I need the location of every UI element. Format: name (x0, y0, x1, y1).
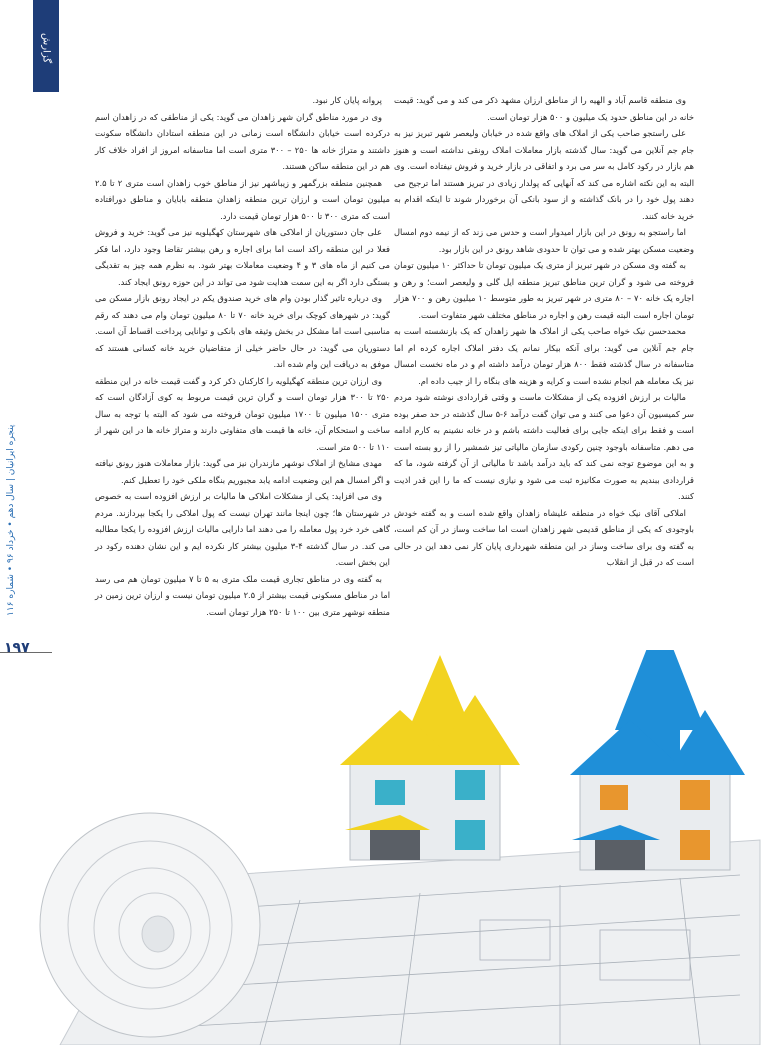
paragraph: وی در مورد مناطق گران شهر زاهدان می گوید: یکی از مناطقی که در زاهدان اسم درکرده است خیابان دانشگاه است زمانی در این منطقه استادان دانشگاه سکونت داشتند و متراژ خانه ها ۲۵۰ – ۳۰۰ متری است اما متاسفانه امروز از افراد خلاف کار هم در این منطقه ساکن هستند. (95, 111, 390, 171)
article-column-left (95, 92, 390, 620)
paragraph: وی می افزاید: یکی از مشکلات املاکی ها مالیات بر ارزش افزوده است به خصوص در شهرستان ها؛ چون اینجا مانند تهران نیست که پول املاکی را یکجا بپردازند. مردم گاهی خرد خرد پول معامله را می دهند اما دارایی مالیات ارزش افزوده را یکجا مطالبه می کند. در سال گذشته ۴-۳ میلیون بیشتر کار نکرده ایم و این نشان دهنده رکود در این بخش است. (95, 491, 390, 567)
paragraph: علی جان دستوریان از املاکی های شهرستان کهگیلویه نیز می گوید: خرید و فروش فعلا در این منطقه راکد است اما برای اجاره و رهن بیشتر تقاضا وجود دارد، اما فکر می کنیم از ماه های ۳ و ۴ وضعیت معاملات بهتر شود. به نظرم همه چیز به تقدیگی بستگی دارد اگر به این سمت هدایت شود می تواند در این حوزه رونق ایجاد کند. (95, 227, 390, 287)
section-tab-label: گزارش (40, 32, 52, 64)
paragraph: پروانه پایان کار نبود. (312, 95, 382, 105)
paragraph: مالیات بر ارزش افزوده یکی از مشکلات ماست و وقتی قراردادی نوشته شود مردم سر کمیسیون آن دعوا می کنند و می توان گفت درآمد ۶-۵ سال گذشته در حد صفر بوده است و فقط برای اینکه جایی برای فعالیت داشته باشم و در خانه نشینم به کارم ادامه می دهم. متاسفانه باوجود چنین رکودی سازمان مالیاتی تیز شمشیر را از رو بسته است و به این موضوع توجه نمی کند که باید درآمد باشد تا مالیاتی از آن گرفته شود، ما که قراردادی ببندیم به صورت مکانیزه ثبت می شود و نیازی نیست که ما را این قدر اذیت کنند. (394, 392, 695, 501)
issue-info: پنجره ایرانیان | سال دهم • خرداد ۹۶ • شماره ۱۱۶ (6, 424, 16, 616)
paragraph: مهدی مشایخ از املاک نوشهر مازندران نیز می گوید: بازار معاملات هنوز رونق نیافته و اگر امسال هم این وضعیت ادامه یابد مجبوریم بنگاه ملکی خود را تعطیل کنم. (95, 458, 390, 485)
paragraph: اما راستجو به رونق در این بازار امیدوار است و حدس می زند که از نیمه دوم امسال وضعیت مسکن بهتر شده و می توان تا حدودی شاهد رونق در این بازار بود. (394, 227, 694, 254)
paragraph: به گفته وی مسکن در شهر تبریز از متری یک میلیون تومان تا حداکثر ۱۰ میلیون تومان فروخته می شود و گران ترین مناطق تبریز منطقه ایل گلی و ولیعصر است؛ و رهن و اجاره یک خانه ۷۰ – ۸۰ متری در شهر تبریز به طور متوسط ۱۰ میلیون رهن و ۷۰۰ هزار تومان اجاره است البته قیمت رهن و اجاره در مناطق مختلف شهر متفاوت است. (394, 260, 694, 320)
article-column-right (394, 92, 694, 571)
paragraph: وی درباره تاثیر گذار بودن وام های خرید صندوق یکم در ایجاد رونق بازار مسکن می گوید: در شهرهای کوچک برای خرید خانه ۷۰ تا ۸۰ میلیون تومان وام می دهند که رقم مناسبی است اما مشکل در بخش وثیقه های بانکی و توانایی پرداخت اقساط آن است. دستوریان می گوید: در حال حاضر خیلی از متقاضیان خرید خانه کسانی هستند که موفق به دریافت این وام شده اند. (95, 293, 390, 369)
paragraph: همچنین منطقه بزرگمهر و زیباشهر نیز از مناطق خوب زاهدان است متری ۲ تا ۲.۵ میلیون تومان است و ارزان ترین منطقه زاهدان منطقه بابایان و مناطق دورافتاده است که متری ۳۰۰ تا ۵۰۰ هزار تومان قیمت دارد. (95, 177, 390, 221)
paragraph: محمدحسن نیک خواه صاحب یکی از املاک ها شهر زاهدان که یک بازنشسته است به جام جم آنلاین می گوید: برای آنکه بیکار نمانم یک دفتر املاک اجاره کرده ام اما متاسفانه در سال گذشته فقط ۸۰۰ هزار تومان درآمد داشته ام و در ماه نخست امسال نیز یک معامله هم انجام نشده است و کرایه و هزینه های بنگاه را از جیب داده ام. (394, 326, 694, 386)
page-number: ۱۹۷ (4, 640, 30, 656)
houses-on-blueprint-illustration (0, 650, 762, 1045)
paragraph: وی منطقه قاسم آباد و الهیه را از مناطق ارزان مشهد ذکر می کند و می گوید: قیمت خانه در این مناطق حدود یک میلیون و ۵۰۰ هزار تومان است. (394, 95, 694, 122)
paragraph: به گفته وی در مناطق تجاری قیمت ملک متری به ۵ تا ۷ میلیون تومان هم می رسد اما در مناطق مسکونی قیمت بیشتر از ۲.۵ میلیون تومان نیست و ارزان ترین زمین در منطقه نوشهر متری بین ۱۰۰ تا ۲۵۰ هزار تومان است. (95, 573, 390, 617)
paragraph: علی راستجو صاحب یکی از املاک های واقع شده در خیابان ولیعصر شهر تبریز نیز به جام جم آنلاین می گوید: سال گذشته بازار معاملات املاک رونقی نداشته است و هنوز هم بازار در رکود کامل به سر می برد و اتفاقی در بازار خرید و فروش نیفتاده است. وی البته به این نکته اشاره می کند که آنهایی که پولدار زیادی در تبریز هستند اما ترجیح می دهند پول خود را در بانک گذاشته و از سود بانکی آن برخوردار شوند تا اینکه اقدام به خرید خانه کنند. (394, 128, 694, 221)
paragraph: املاکی آقای نیک خواه در منطقه علیشاه زاهدان واقع شده است و به گفته خودش باوجودی که یکی از مناطق قدیمی شهر زاهدان است اما ساخت وساز در آن کم است، به گفته وی برای ساخت وساز در این منطقه شهرداری پایان کار نمی دهد این در حالی است که در قبل از انقلاب (394, 507, 694, 567)
paragraph: وی ارزان ترین منطقه کهگیلویه را کارکنان ذکر کرد و گفت قیمت خانه در این منطقه ۲۵۰ تا ۳۰۰ هزار تومان است و گران ترین قیمت مربوط به کوی آزادگان است که متری ۱۵۰۰ میلیون تا ۱۷۰۰ میلیون تومان فروخته می شود که البته با توجه به سال ساخت و استحکام آن، خانه ها قیمت های متفاوتی دارند و متراژ خانه ها در این شهر از ۱۱۰ تا ۵۰۰ متر است. (95, 375, 390, 452)
rolled-blueprint (40, 813, 260, 1037)
